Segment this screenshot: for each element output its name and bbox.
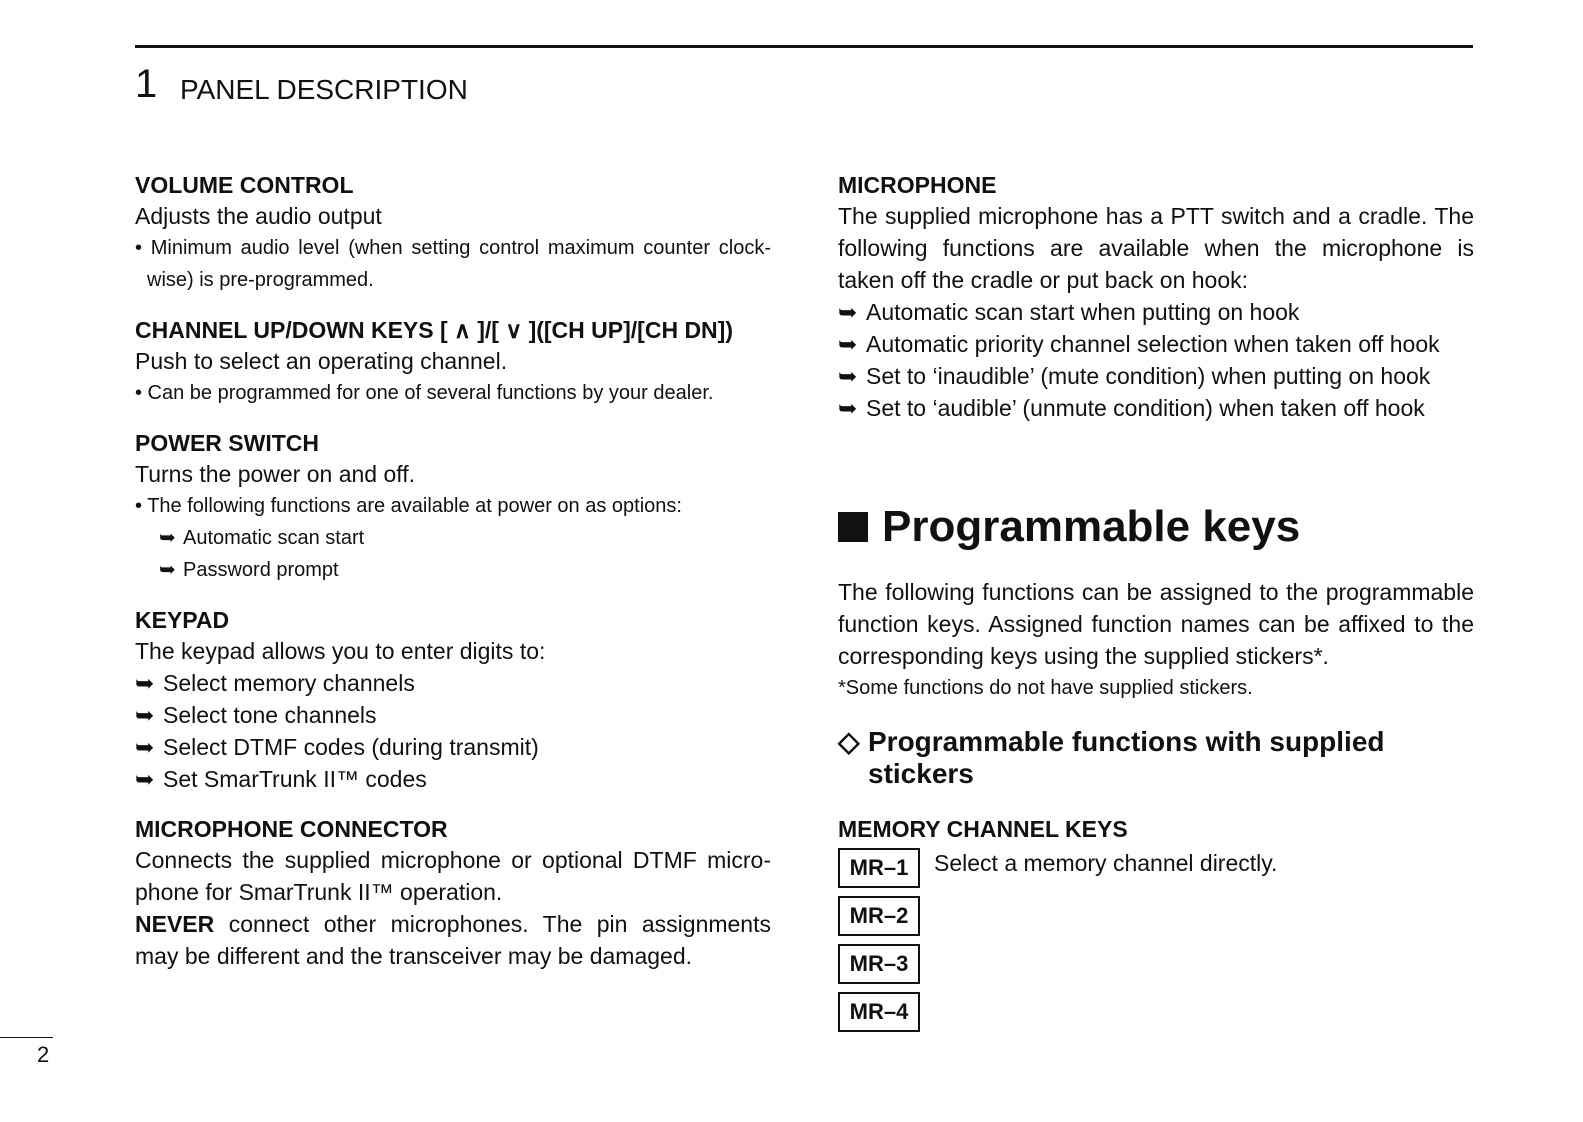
list-item-text: Select memory channels bbox=[163, 670, 415, 696]
list-item-text: Select DTMF codes (during transmit) bbox=[163, 734, 539, 760]
chapter-title: PANEL DESCRIPTION bbox=[180, 74, 468, 105]
diamond-icon: ◇ bbox=[838, 726, 860, 757]
key-mr-3: MR–3 bbox=[838, 944, 920, 984]
section-text: Push to select an operating channel. bbox=[135, 348, 508, 374]
list-item bbox=[135, 667, 771, 699]
volume-control-section bbox=[135, 170, 771, 296]
list-item bbox=[135, 554, 771, 586]
heading-text: Programmable keys bbox=[882, 502, 1301, 551]
footnote: *Some functions do not have supplied stickers. bbox=[838, 677, 1253, 699]
section-text: The supplied microphone has a PTT switch and a cradle. The following functions are available when the microphone is taken off the cradle or put back on hook: bbox=[838, 203, 1474, 293]
microphone-section bbox=[838, 170, 1474, 424]
key-mr-2: MR–2 bbox=[838, 896, 920, 936]
section-text: Adjusts the audio output bbox=[135, 203, 382, 229]
section-text: Connects the supplied microphone or optional DTMF micro-phone for SmarTrunk II™ operation. bbox=[135, 847, 771, 905]
square-bullet-icon bbox=[838, 512, 868, 542]
memory-keys-heading: MEMORY CHANNEL KEYS bbox=[838, 816, 1128, 842]
section-heading: VOLUME CONTROL bbox=[135, 172, 354, 198]
arrow-icon: ➥ bbox=[135, 734, 155, 760]
arrow-icon: ➥ bbox=[838, 299, 858, 325]
arrow-icon: ➥ bbox=[838, 331, 858, 357]
list-item-text: Set to ‘inaudible’ (mute condition) when putting on hook bbox=[866, 363, 1431, 389]
left-column bbox=[135, 170, 771, 991]
section-heading: POWER SWITCH bbox=[135, 430, 319, 456]
memory-keys bbox=[838, 848, 1474, 1040]
list-item-text: Set to ‘audible’ (unmute condition) when taken off hook bbox=[866, 395, 1425, 421]
list-item-text: Automatic scan start when putting on hook bbox=[866, 299, 1300, 325]
subheading-text: Programmable functions with supplied stickers bbox=[868, 726, 1385, 789]
section-text: Turns the power on and off. bbox=[135, 461, 416, 487]
arrow-icon: ➥ bbox=[159, 559, 176, 581]
power-switch-section bbox=[135, 428, 771, 586]
warning-text bbox=[135, 908, 771, 972]
arrow-icon: ➥ bbox=[838, 395, 858, 421]
section-heading: MICROPHONE CONNECTOR bbox=[135, 816, 448, 842]
list-item-text: Set SmarTrunk II™ codes bbox=[163, 766, 427, 792]
list-item bbox=[838, 296, 1474, 328]
list-item bbox=[838, 328, 1474, 360]
programmable-intro: The following functions can be assigned to the programmable function keys. Assigned function names can be affixed to the corresponding keys using the supplied stickers*. bbox=[838, 579, 1474, 669]
arrow-icon: ➥ bbox=[135, 670, 155, 696]
right-column bbox=[838, 170, 1474, 1040]
microphone-connector-section bbox=[135, 814, 771, 972]
arrow-icon: ➥ bbox=[159, 527, 176, 549]
list-item bbox=[135, 731, 771, 763]
key-mr-4: MR–4 bbox=[838, 992, 920, 1032]
list-item bbox=[135, 763, 771, 795]
programmable-subheading bbox=[838, 726, 1474, 790]
section-heading: MICROPHONE bbox=[838, 172, 997, 198]
key-mr-1: MR–1 bbox=[838, 848, 920, 888]
list-item bbox=[135, 522, 771, 554]
section-note: • Can be programmed for one of several functions by your dealer. bbox=[135, 382, 714, 404]
keypad-section bbox=[135, 605, 771, 795]
section-note: • The following functions are available at power on as options: bbox=[135, 495, 682, 517]
section-text: The keypad allows you to enter digits to: bbox=[135, 638, 546, 664]
list-item-text: Select tone channels bbox=[163, 702, 377, 728]
page-number: 2 bbox=[37, 1042, 50, 1067]
programmable-keys-heading bbox=[838, 502, 1474, 552]
section-heading: CHANNEL UP/DOWN KEYS [ ∧ ]/[ ∨ ]([CH UP]/[CH DN]) bbox=[135, 317, 733, 343]
arrow-icon: ➥ bbox=[838, 363, 858, 389]
arrow-icon: ➥ bbox=[135, 702, 155, 728]
never-label: NEVER bbox=[135, 911, 215, 937]
list-item-text: Automatic scan start bbox=[183, 527, 365, 549]
list-item-text: Password prompt bbox=[183, 559, 339, 581]
arrow-icon: ➥ bbox=[135, 766, 155, 792]
channel-keys-section bbox=[135, 315, 771, 409]
header-rule bbox=[135, 45, 1473, 48]
list-item bbox=[135, 699, 771, 731]
memory-keys-description: Select a memory channel directly. bbox=[934, 850, 1278, 876]
list-item bbox=[838, 392, 1474, 424]
section-note: • Minimum audio level (when setting control maximum counter clock-wise) is pre-programmed. bbox=[135, 237, 771, 291]
warning-body: connect other microphones. The pin assignments may be different and the transceiver may be damaged. bbox=[135, 911, 771, 969]
list-item-text: Automatic priority channel selection when taken off hook bbox=[866, 331, 1440, 357]
chapter-number: 1 bbox=[135, 62, 158, 106]
footer-rule bbox=[0, 1037, 53, 1038]
list-item bbox=[838, 360, 1474, 392]
section-heading: KEYPAD bbox=[135, 607, 230, 633]
key-list bbox=[838, 848, 920, 1040]
